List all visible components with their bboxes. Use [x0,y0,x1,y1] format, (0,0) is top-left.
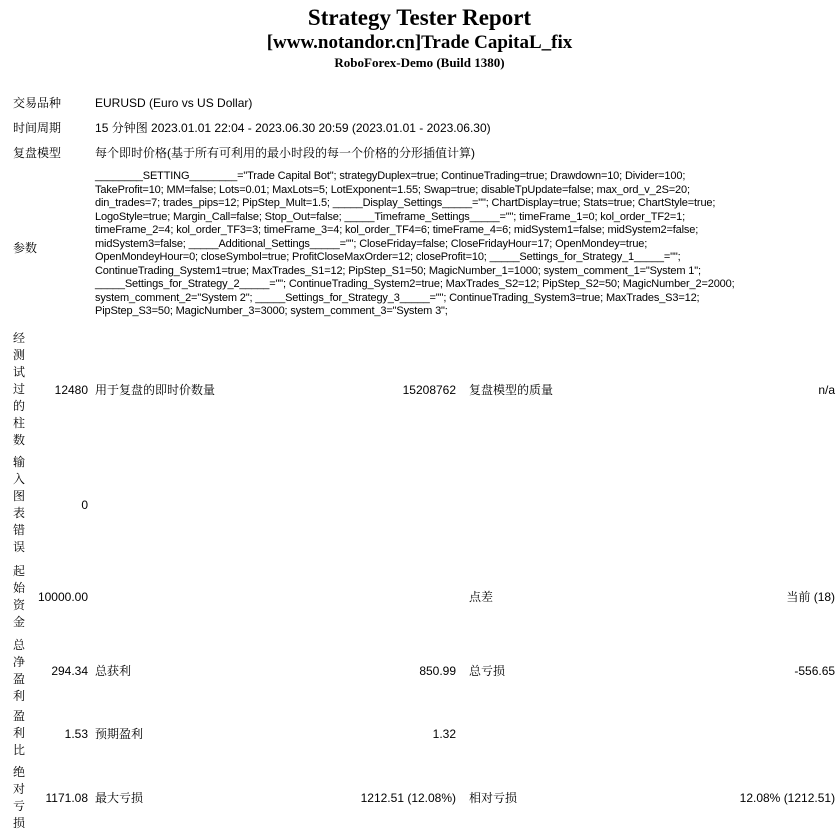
symbol-value: EURUSD (Euro vs US Dollar) [95,96,253,110]
empty-label [456,707,694,761]
period-row [13,116,835,141]
gross-profit-value: 850.99 [419,663,457,678]
empty-value [694,451,835,559]
initial-deposit-label: 起始资金 [13,563,26,629]
symbol-row [13,91,835,116]
param-line: PipStep_S3=50; MagicNumber_3=3000; system_comment_3="System 3"; [95,305,448,317]
parameters-label: 参数 [13,240,38,255]
ticks-modelled-value: 15208762 [402,382,457,397]
param-line: _____Settings_for_Strategy_2_____=""; ContinueTrading_System2=true; MaxTrades_S2=12; PipStep_S2=50; MagicNumber_2=2000; [95,278,735,290]
empty-label [88,559,338,635]
parameters-value [88,166,835,329]
param-line: timeFrame_2=4; kol_order_TF3=3; timeFrame_3=4; kol_order_TF4=6; timeFrame_4=6; midSystem1=false; midSystem2=false; [95,224,699,236]
report-table [13,91,835,835]
absolute-drawdown-value: 1171.08 [45,790,89,805]
empty-value [338,451,456,559]
relative-drawdown-value: 12.08% (1212.51) [739,790,836,805]
empty-label [456,451,694,559]
expected-payoff-value: 1.32 [432,726,457,741]
absolute-drawdown-label: 绝对亏损 [13,764,26,830]
profit-factor-row [13,707,835,761]
gross-profit-label: 总获利 [95,664,132,678]
gross-loss-label: 总亏损 [469,664,506,678]
modelling-quality-value: n/a [818,382,836,397]
param-line: ________SETTING________="Trade Capital Bot"; strategyDuplex=true; ContinueTrading=true; Drawdown=10; Divider=100; [95,170,686,182]
model-row [13,141,835,166]
bars-in-test-value: 12480 [54,382,89,397]
param-line: TakeProfit=10; MM=false; Lots=0.01; MaxLots=5; LotExponent=1.55; Swap=true; disableTpUpdate=false; max_ord_v_2S=20; [95,183,690,196]
param-line: OpenMondeyHour=0; closeSymbol=true; ProfitCloseMaxOrder=12; closeProfit=10; _____Settings_for_Strategy_1_____=""; [95,251,681,263]
report-server-build: RoboForex-Demo (Build 1380) [334,55,505,70]
maximal-drawdown-value: 1212.51 (12.08%) [360,790,457,805]
spread-value: 当前 (18) [786,590,836,604]
profit-factor-label: 盈利比 [13,709,26,757]
param-line: din_trades=7; trades_pips=12; PipStep_Mult=1.5; _____Display_Settings_____=""; ChartDisplay=true; Stats=true; ChartStyle=true; [95,197,716,209]
param-line: LogoStyle=true; Margin_Call=false; Stop_Out=false; _____Timeframe_Settings_____=""; timeFrame_1=0; kol_order_TF2=1; [95,210,686,223]
drawdown-row [13,761,835,835]
report-title: Strategy Tester Report [307,5,532,30]
net-profit-value: 294.34 [51,663,89,678]
model-value: 每个即时价格(基于所有可利用的最小时段的每一个价格的分形插值计算) [95,146,476,160]
period-value: 15 分钟图 2023.01.01 22:04 - 2023.06.30 20:59 (2023.01.01 - 2023.06.30) [95,121,491,135]
initial-deposit-value: 10000.00 [37,589,89,604]
param-line: system_comment_2="System 2"; _____Settings_for_Strategy_3_____=""; ContinueTrading_System3=true; MaxTrades_S3=12; [95,291,700,304]
chart-errors-value: 0 [81,497,89,512]
param-line: ContinueTrading_System1=true; MaxTrades_S1=12; PipStep_S1=50; MagicNumber_1=1000; system_comment_1="System 1"; [95,264,701,277]
model-label: 复盘模型 [13,146,62,160]
empty-value [694,707,835,761]
gross-loss-value: -556.65 [794,663,836,678]
bars-in-test-row [13,329,835,451]
parameters-row [13,166,835,329]
chart-errors-label: 输入图表错误 [13,454,26,554]
maximal-drawdown-label: 最大亏损 [95,791,144,805]
period-label: 时间周期 [13,121,62,135]
param-line: midSystem3=false; _____Additional_Settings_____=""; CloseFriday=false; CloseFridayHour=17; OpenMondey=true; [95,237,648,250]
initial-deposit-row [13,559,835,635]
bars-in-test-label: 经测试过的柱数 [13,331,26,447]
relative-drawdown-label: 相对亏损 [469,791,518,805]
spread-label: 点差 [469,590,494,604]
chart-errors-row [13,451,835,559]
modelling-quality-label: 复盘模型的质量 [469,383,554,397]
report-header [0,0,839,71]
net-profit-label: 总净盈利 [13,637,26,703]
empty-label [88,451,338,559]
ticks-modelled-label: 用于复盘的即时价数量 [95,383,216,397]
expected-payoff-label: 预期盈利 [95,727,144,741]
profit-factor-value: 1.53 [64,726,89,741]
empty-value [338,559,456,635]
report-subtitle: [www.notandor.cn]Trade CapitaL_fix [266,32,573,53]
net-profit-row [13,635,835,707]
symbol-label: 交易品种 [13,96,62,110]
